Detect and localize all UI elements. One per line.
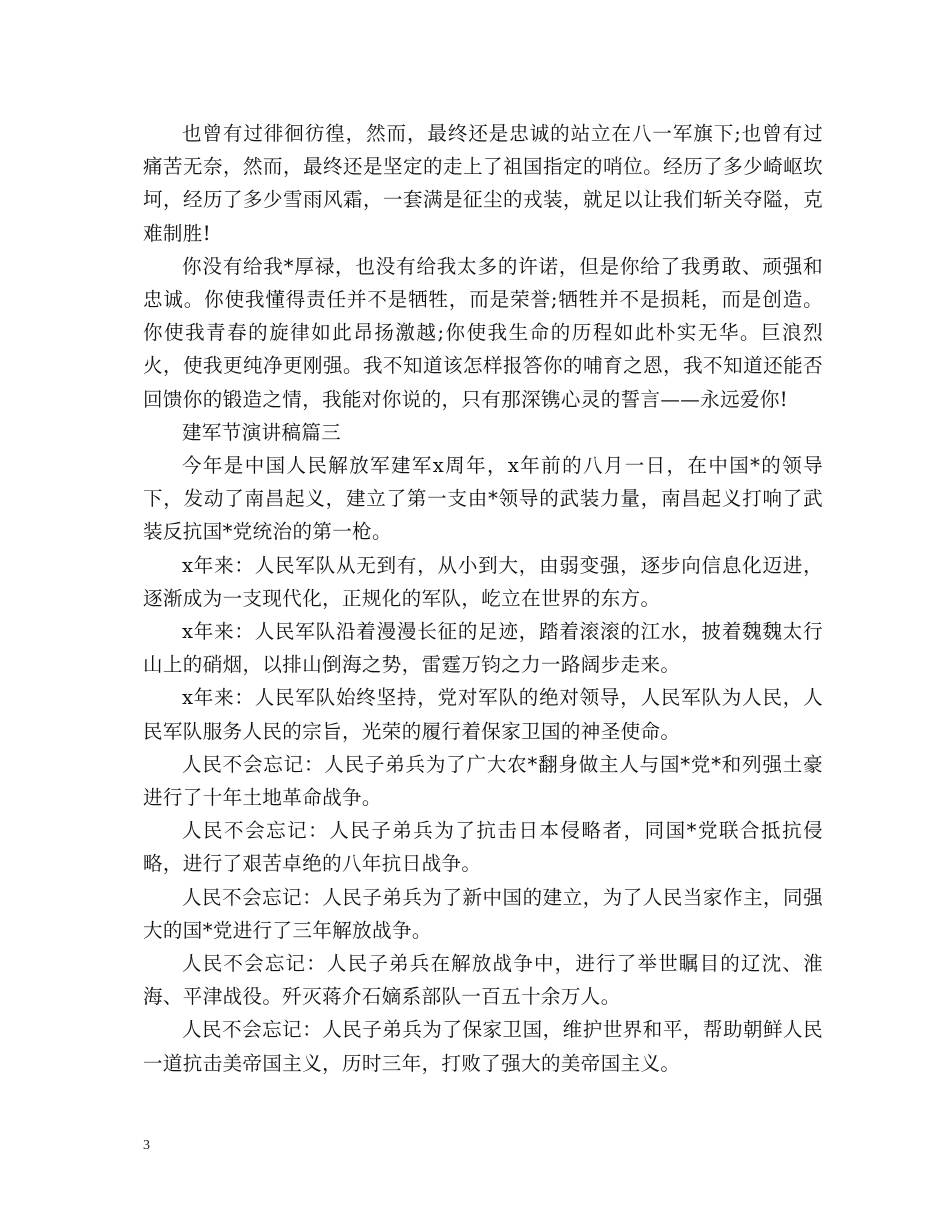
paragraph-9: 人民不会忘记：人民子弟兵为了新中国的建立，为了人民当家作主，同强大的国*党进行了三年解放战争。: [143, 885, 823, 942]
paragraph-1: 也曾有过徘徊彷徨，然而，最终还是忠诚的站立在八一军旗下;也曾有过痛苦无奈，然而，最终还是坚定的走上了祖国指定的哨位。经历了多少崎岖坎坷，经历了多少雪雨风霜，一套满是征尘的戎装，就足以让我们斩关夺隘，克难制胜!: [143, 122, 823, 245]
document-body: [143, 117, 823, 1080]
paragraph-3: 今年是中国人民解放军建军x周年，x年前的八月一日，在中国*的领导下，发动了南昌起义，建立了第一支由*领导的武装力量，南昌起义打响了武装反抗国*党统治的第一枪。: [143, 454, 823, 544]
paragraph-8: 人民不会忘记：人民子弟兵为了抗击日本侵略者，同国*党联合抵抗侵略，进行了艰苦卓绝的八年抗日战争。: [143, 819, 823, 876]
paragraph-10: 人民不会忘记：人民子弟兵在解放战争中，进行了举世瞩目的辽沈、淮海、平津战役。歼灭蒋介石嫡系部队一百五十余万人。: [143, 952, 823, 1009]
paragraph-7: 人民不会忘记：人民子弟兵为了广大农*翻身做主人与国*党*和列强土豪进行了十年土地革命战争。: [143, 752, 823, 810]
paragraph-5: x年来：人民军队沿着漫漫长征的足迹，踏着滚滚的江水，披着魏魏太行山上的硝烟，以排山倒海之势，雷霆万钧之力一路阔步走来。: [143, 620, 823, 677]
page-number: 3: [143, 1138, 150, 1153]
paragraph-6: x年来：人民军队始终坚持，党对军队的绝对领导，人民军队为人民，人民军队服务人民的宗旨，光荣的履行着保家卫国的神圣使命。: [143, 686, 823, 743]
section-heading: 建军节演讲稿篇三: [182, 420, 342, 444]
paragraph-11: 人民不会忘记：人民子弟兵为了保家卫国，维护世界和平，帮助朝鲜人民一道抗击美帝国主义，历时三年，打败了强大的美帝国主义。: [143, 1018, 823, 1075]
paragraph-2: 你没有给我*厚禄，也没有给我太多的许诺，但是你给了我勇敢、顽强和忠诚。你使我懂得责任并不是牺牲，而是荣誉;牺牲并不是损耗，而是创造。你使我青春的旋律如此昂扬激越;你使我生命的历程如此朴实无华。巨浪烈火，使我更纯净更刚强。我不知道该怎样报答你的哺育之恩，我不知道还能否回馈你的锻造之情，我能对你说的，只有那深镌心灵的誓言——永远爱你!: [143, 254, 823, 411]
paragraph-4: x年来：人民军队从无到有，从小到大，由弱变强，逐步向信息化迈进，逐渐成为一支现代化，正规化的军队，屹立在世界的东方。: [143, 553, 823, 610]
